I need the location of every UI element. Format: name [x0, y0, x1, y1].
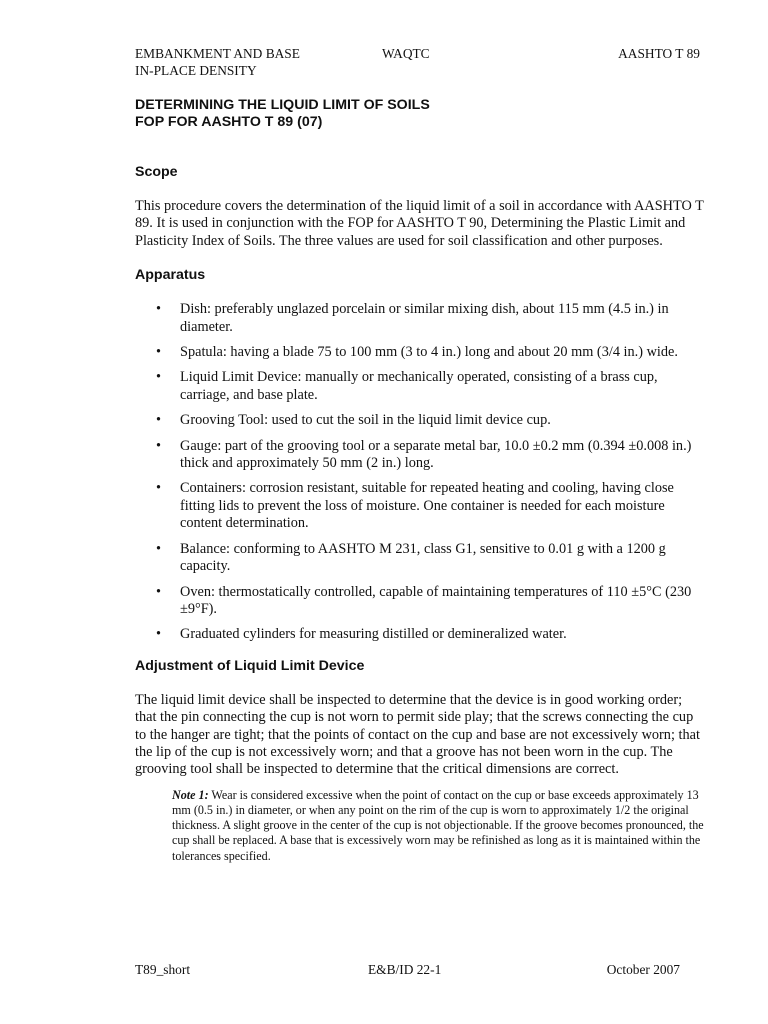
list-item-text: Gauge: part of the grooving tool or a separate metal bar, 10.0 ±0.2 mm (0.394 ±0.008 in.) thick and approximately 50 mm (2 in.) long.	[180, 437, 692, 472]
adjustment-heading: Adjustment of Liquid Limit Device	[135, 657, 365, 674]
bullet-icon: •	[156, 583, 162, 600]
header-section-name	[135, 45, 300, 79]
list-item	[135, 438, 705, 473]
bullet-icon: •	[156, 626, 162, 643]
list-item-text: Liquid Limit Device: manually or mechanically operated, consisting of a brass cup, carriage, and base plate.	[180, 369, 658, 403]
footer-page-number: E&B/ID 22-1	[368, 962, 442, 977]
list-item-text: Dish: preferably unglazed porcelain or similar mixing dish, about 115 mm (4.5 in.) in diameter.	[180, 301, 669, 335]
list-item	[135, 344, 705, 361]
list-item-text: Balance: conforming to AASHTO M 231, class G1, sensitive to 0.01 g with a 1200 g capacity.	[180, 540, 666, 575]
header-organization: WAQTC	[382, 46, 430, 61]
title-line2: FOP FOR AASHTO T 89 (07)	[135, 114, 323, 130]
header-section-line2: IN-PLACE DENSITY	[135, 63, 257, 78]
title-line1: DETERMINING THE LIQUID LIMIT OF SOILS	[135, 97, 430, 113]
list-item	[135, 626, 705, 643]
apparatus-heading: Apparatus	[135, 267, 206, 284]
scope-heading: Scope	[135, 164, 178, 180]
bullet-icon: •	[156, 437, 162, 454]
note-text: Wear is considered excessive when the point of contact on the cup or base exceeds approximately 13 mm (0.5 in.) in diameter, or when any point on the rim of the cup is worn to approximately 1/2 the original thickness. A slight groove in the center of the cup is not objectionable. If the groove becomes pronounced, the cup shall be replaced. A base that is excessively worn may be refinished as long as it is maintained within the tolerances specified.	[172, 787, 704, 863]
header-standard-number: AASHTO T 89	[618, 46, 700, 61]
list-item	[135, 480, 705, 532]
list-item-text: Spatula: having a blade 75 to 100 mm (3 to 4 in.) long and about 20 mm (3/4 in.) wide.	[180, 344, 678, 361]
header-section-line1: EMBANKMENT AND BASE	[135, 46, 300, 61]
apparatus-list	[135, 301, 705, 644]
list-item-text: Grooving Tool: used to cut the soil in the liquid limit device cup.	[180, 412, 551, 429]
list-item	[135, 301, 705, 336]
footer-date: October 2007	[606, 962, 680, 977]
scope-paragraph: This procedure covers the determination of the liquid limit of a soil in accordance with AASHTO T 89. It is used in conjunction with the FOP for AASHTO T 90, Determining the Plastic Limit and Plasticity Index of Soils. The three values are used for soil classification and other purposes.	[135, 198, 704, 249]
list-item-text: Containers: corrosion resistant, suitable for repeated heating and cooling, having close fitting lids to prevent the loss of moisture. One container is needed for each moisture content determination.	[180, 480, 674, 532]
list-item	[135, 584, 705, 619]
bullet-icon: •	[156, 369, 162, 386]
document-title	[135, 97, 705, 131]
footer-file-name: T89_short	[135, 962, 191, 977]
bullet-icon: •	[156, 344, 162, 361]
bullet-icon: •	[156, 412, 162, 429]
list-item	[135, 541, 705, 576]
list-item-text: Graduated cylinders for measuring distilled or demineralized water.	[180, 626, 567, 643]
note-block	[172, 788, 705, 864]
list-item	[135, 412, 705, 429]
list-item-text: Oven: thermostatically controlled, capable of maintaining temperatures of 110 ±5°C (230 ±9°F).	[180, 583, 692, 617]
adjustment-paragraph: The liquid limit device shall be inspected to determine that the device is in good working order; that the pin connecting the cup is not worn to permit side play; that the screws connecting the cup to the hanger are tight; that the points of contact on the cup and base are not excessively worn; that the lip of the cup is not excessively worn; and that a groove has not been worn in the cup. The grooving tool shall be inspected to determine that the critical dimensions are correct.	[135, 691, 700, 778]
document-body	[135, 97, 705, 864]
note-label: Note 1:	[172, 787, 209, 802]
bullet-icon: •	[156, 540, 162, 557]
list-item	[135, 369, 705, 404]
bullet-icon: •	[156, 301, 162, 318]
bullet-icon: •	[156, 480, 162, 497]
